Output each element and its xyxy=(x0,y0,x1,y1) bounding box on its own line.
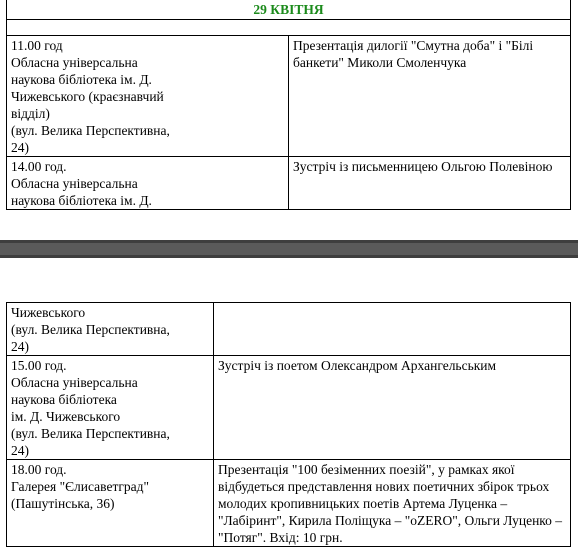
event-time-place xyxy=(7,356,214,460)
event-line: Обласна універсальна xyxy=(11,55,138,70)
event-description: Презентація дилогії "Смутна доба" і "Білі банкети" Миколи Смоленчука xyxy=(289,36,571,157)
event-line: Обласна універсальна xyxy=(11,375,138,390)
event-description: Зустріч із поетом Олександром Архангельським xyxy=(214,356,571,460)
event-line: наукова бібліотека xyxy=(11,392,117,407)
event-line: 24) xyxy=(11,443,29,458)
event-line: Обласна універсальна xyxy=(11,176,138,191)
schedule-table-bottom xyxy=(6,302,571,547)
event-line: ім. Д. Чижевського xyxy=(11,409,121,424)
event-line: 11.00 год xyxy=(11,38,63,53)
event-line: 15.00 год. xyxy=(11,358,67,373)
event-time-place xyxy=(7,157,289,210)
page-bottom xyxy=(0,258,578,557)
event-line: 24) xyxy=(11,339,29,354)
event-line: (вул. Велика Перспективна, xyxy=(11,426,170,441)
event-line: (вул. Велика Перспективна, xyxy=(11,123,170,138)
event-line: Чижевського xyxy=(11,305,86,320)
spacer-row xyxy=(7,20,571,36)
event-line: наукова бібліотека ім. Д. xyxy=(11,72,152,87)
event-description xyxy=(214,303,571,356)
event-description: Зустріч із письменницею Ольгою Полевіною xyxy=(289,157,571,210)
table-row xyxy=(7,460,571,547)
event-time-place xyxy=(7,460,214,547)
event-line: наукова бібліотека ім. Д. xyxy=(11,193,152,208)
page-break xyxy=(0,240,578,258)
page-top xyxy=(0,0,578,240)
event-line: Галерея "Єлисаветград" xyxy=(11,479,150,494)
event-time-place xyxy=(7,303,214,356)
event-line: (вул. Велика Перспективна, xyxy=(11,322,170,337)
event-line: 24) xyxy=(11,140,29,155)
date-header-row xyxy=(7,0,571,20)
table-row xyxy=(7,157,571,210)
event-line: відділ) xyxy=(11,106,50,121)
event-description: Презентація "100 безіменних поезій", у рамках якої відбудеться представлення нових поетичних збірок трьох молодих кропивницьких поетів Артема Луценка – "Лабіринт", Кирила Поліщука – "oZERO", Ольги Луценко – "Потяг". Вхід: 10 грн. xyxy=(214,460,571,547)
table-row xyxy=(7,356,571,460)
event-line: 14.00 год. xyxy=(11,159,67,174)
table-row xyxy=(7,303,571,356)
event-line: (Пашутінська, 36) xyxy=(11,496,115,511)
event-time-place xyxy=(7,36,289,157)
date-header: 29 КВІТНЯ xyxy=(7,0,571,20)
schedule-table-top xyxy=(6,0,571,210)
event-line: 18.00 год. xyxy=(11,462,67,477)
table-row xyxy=(7,36,571,157)
event-line: Чижевського (краєзнавчий xyxy=(11,89,164,104)
